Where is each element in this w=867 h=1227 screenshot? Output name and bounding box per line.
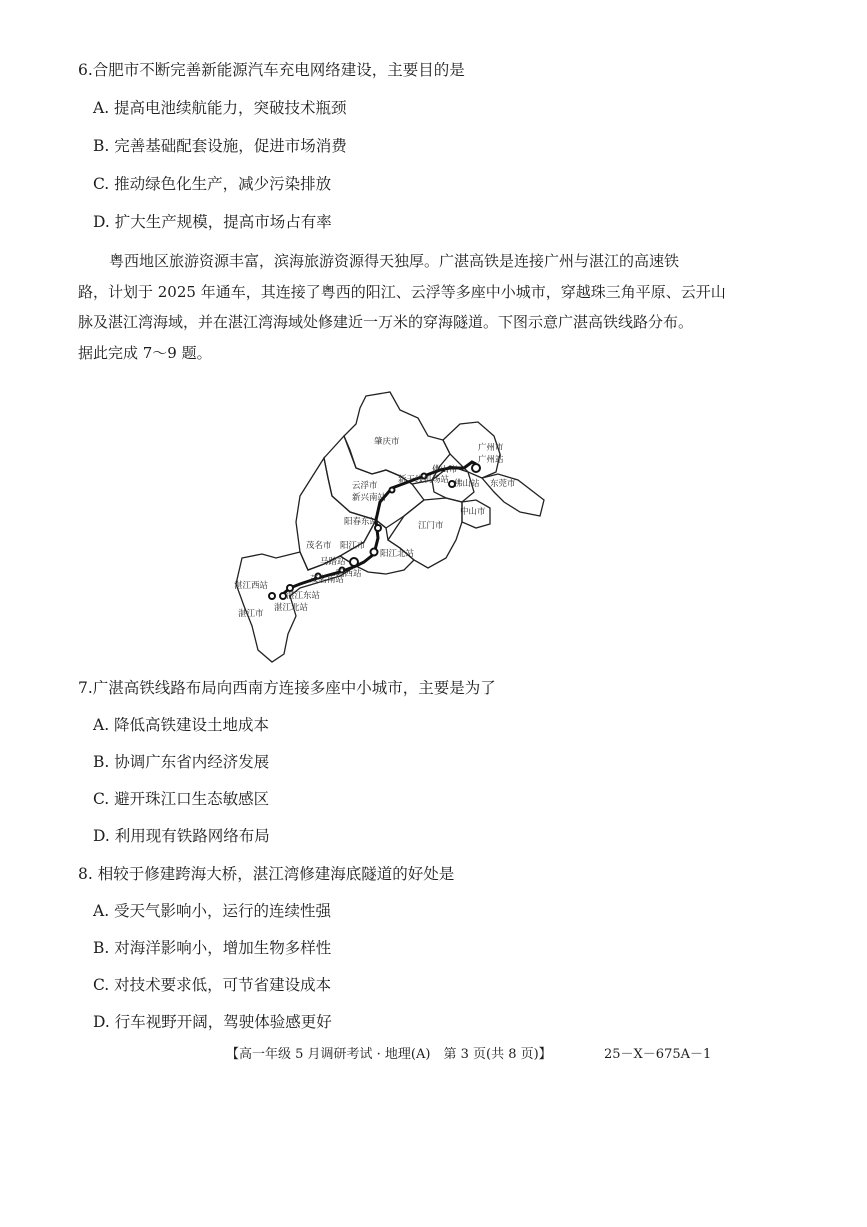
q6-option-c: C. 推动绿色化生产，减少污染排放: [93, 175, 332, 193]
guangzhou-station-marker: [472, 464, 480, 472]
material-line-3: 脉及湛江湾海域，并在湛江湾海域处修建近一万米的穿海隧道。下图示意广湛高铁线路分布。: [78, 313, 694, 331]
q8-option-d: D. 行车视野开阔，驾驶体验感更好: [93, 1013, 332, 1031]
maoming-region: [296, 458, 376, 570]
q8-option-c: C. 对技术要求低，可节省建设成本: [93, 976, 332, 994]
label-maoming-south: 茂名南站: [310, 575, 345, 585]
q8-option-b: B. 对海洋影响小，增加生物多样性: [93, 939, 332, 957]
q8-option-a: A. 受天气影响小，运行的连续性强: [93, 902, 332, 920]
footer-exam-info: 【高一年级 5 月调研考试 · 地理(A) 第 3 页(共 8 页)】: [226, 1047, 552, 1062]
footer-code: 25－X－675A－1: [604, 1047, 712, 1062]
label-maling: 马踏站: [320, 557, 346, 567]
railway-map: [228, 388, 558, 668]
label-guangzhou-city: 广州市: [478, 443, 504, 453]
label-zhongshan: 中山市: [460, 507, 486, 517]
q7-option-d: D. 利用现有铁路网络布局: [93, 827, 270, 845]
material-line-4: 据此完成 7～9 题。: [78, 343, 212, 362]
label-jiangmen: 江门市: [418, 521, 444, 531]
label-foshan-station: 佛山站: [454, 479, 480, 489]
label-zhanjiang: 湛江市: [238, 609, 264, 619]
label-zhanjiang-north: 湛江北站: [274, 603, 309, 613]
zhanjiang-west-marker: [269, 593, 275, 599]
q8-stem: 8. 相较于修建跨海大桥，湛江湾修建海底隧道的好处是: [78, 865, 455, 883]
label-zhanjiang-west: 湛江西站: [234, 581, 269, 591]
label-yunfu: 云浮市: [352, 481, 378, 491]
q7-option-b: B. 协调广东省内经济发展: [93, 753, 270, 771]
label-yangjiang: 阳江市: [340, 541, 366, 551]
yangjiang-north-marker: [371, 549, 378, 556]
label-zhaoqing: 肇庆市: [374, 437, 400, 447]
material-line-1: 粤西地区旅游资源丰富，滨海旅游资源得天独厚。广湛高铁是连接广州与湛江的高速铁: [109, 252, 680, 270]
q6-stem: 6.合肥市不断完善新能源汽车充电网络建设，主要目的是: [78, 61, 465, 79]
q6-option-d: D. 扩大生产规模，提高市场占有率: [93, 213, 332, 231]
label-guangzhou-station: 广州站: [478, 455, 504, 465]
q6-option-b: B. 完善基础配套设施，促进市场消费: [93, 137, 347, 155]
label-xinxing-south: 新兴南站: [352, 493, 387, 503]
label-xingan-airport: 新干线机场站: [398, 475, 450, 485]
label-zhanjiang-east: 湛江东站: [286, 591, 321, 601]
q7-option-a: A. 降低高铁建设土地成本: [93, 716, 270, 734]
label-dongguan: 东莞市: [490, 479, 516, 489]
q6-option-a: A. 提高电池续航能力，突破技术瓶颈: [93, 99, 347, 117]
xinxing-south-marker: [390, 488, 395, 493]
q7-stem: 7.广湛高铁线路布局向西南方连接多座中小城市，主要是为了: [78, 679, 496, 697]
label-yangxi: 阳西站: [336, 569, 362, 579]
material-paragraph: [78, 246, 790, 368]
q7-option-c: C. 避开珠江口生态敏感区: [93, 790, 270, 808]
label-maoming: 茂名市: [306, 541, 332, 551]
label-yangchun-east: 阳春东站: [344, 517, 379, 527]
yangxi-marker: [350, 558, 358, 566]
material-line-2: 路，计划于 2025 年通车，其连接了粤西的阳江、云浮等多座中小城市，穿越珠三角平原、云开山: [78, 282, 726, 301]
label-foshan: 佛山市: [432, 465, 458, 475]
label-yangjiang-north: 阳江北站: [380, 549, 415, 559]
